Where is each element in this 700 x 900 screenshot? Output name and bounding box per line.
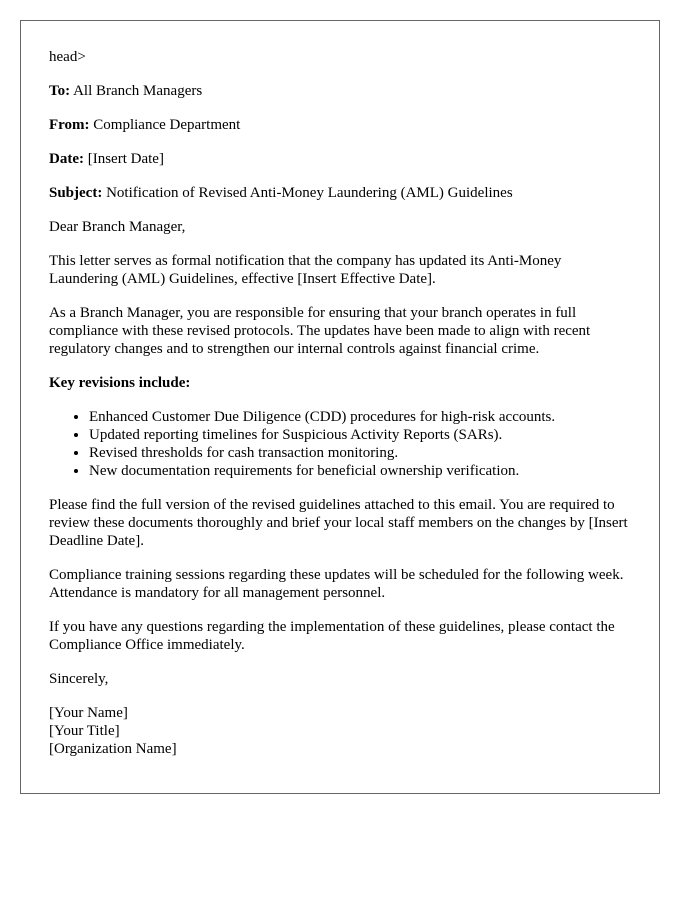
- from-line: [49, 116, 631, 134]
- signature-block: [49, 704, 631, 758]
- from-value: Compliance Department: [93, 117, 241, 133]
- subject-label: Subject:: [49, 185, 103, 201]
- signature-title: [Your Title]: [49, 723, 120, 739]
- closing: Sincerely,: [49, 671, 109, 687]
- to-label: To:: [49, 83, 71, 99]
- paragraph-training: Compliance training sessions regarding these updates will be scheduled for the following week. Attendance is mandatory for all management personnel.: [49, 567, 624, 601]
- salutation: Dear Branch Manager,: [49, 219, 186, 235]
- list-item: • Revised thresholds for cash transaction monitoring.: [89, 444, 631, 462]
- date-label: Date:: [49, 151, 84, 167]
- revisions-heading: Key revisions include:: [49, 375, 191, 391]
- revisions-list: [49, 408, 631, 480]
- signature-name: [Your Name]: [49, 705, 128, 721]
- list-item: • New documentation requirements for beneficial ownership verification.: [89, 462, 631, 480]
- paragraph-notification: This letter serves as formal notification that the company has updated its Anti-Money Laundering (AML) Guidelines, effective [Insert Effective Date].: [49, 253, 562, 287]
- paragraph-responsibility: As a Branch Manager, you are responsible for ensuring that your branch operates in full compliance with these revised protocols. The updates have been made to align with recent regulatory changes and to strengthen our internal controls against financial crime.: [49, 305, 591, 357]
- to-line: [49, 82, 631, 100]
- subject-value: Notification of Revised Anti-Money Laundering (AML) Guidelines: [106, 185, 513, 201]
- list-item: • Enhanced Customer Due Diligence (CDD) procedures for high-risk accounts.: [89, 408, 631, 426]
- from-label: From:: [49, 117, 90, 133]
- to-value: All Branch Managers: [73, 83, 203, 99]
- date-value: [Insert Date]: [87, 151, 164, 167]
- paragraph-attachment: Please find the full version of the revised guidelines attached to this email. You are required to review these documents thoroughly and brief your local staff members on the changes by [Insert Deadline Date].: [49, 497, 628, 549]
- list-item: • Updated reporting timelines for Suspicious Activity Reports (SARs).: [89, 426, 631, 444]
- subject-line: [49, 184, 631, 202]
- paragraph-questions: If you have any questions regarding the implementation of these guidelines, please contact the Compliance Office immediately.: [49, 619, 615, 653]
- date-line: [49, 150, 631, 168]
- header-fragment: head>: [49, 49, 86, 65]
- letter-page: [20, 20, 660, 794]
- signature-organization: [Organization Name]: [49, 741, 177, 757]
